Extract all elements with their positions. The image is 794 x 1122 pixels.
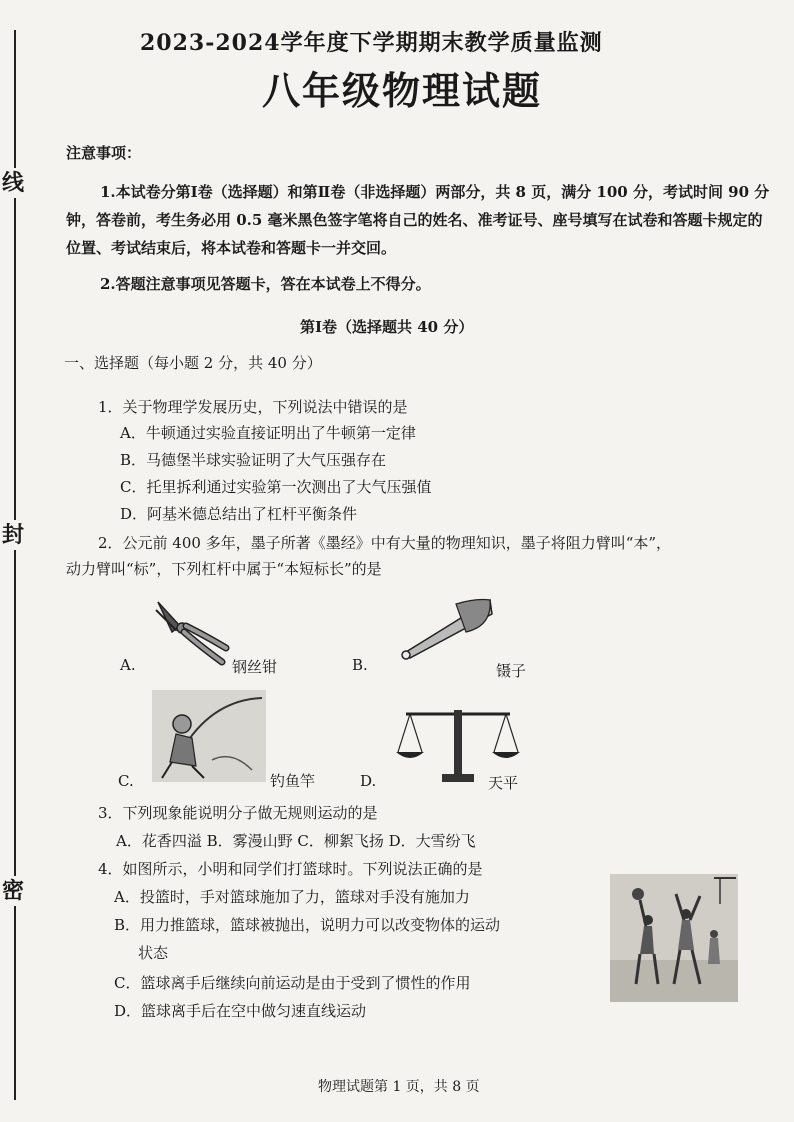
exam-header: 2023-2024学年度下学期期末教学质量监测 <box>140 30 603 56</box>
q4-option-b-line2: 状态 <box>138 944 169 962</box>
q1-stem: 1．关于物理学发展历史，下列说法中错误的是 <box>98 398 408 416</box>
section-title: 一、选择题（每小题 2 分，共 40 分） <box>64 354 322 372</box>
subject-title: 八年级物理试题 <box>262 68 543 113</box>
q2-option-a-letter: A. <box>120 656 136 674</box>
q1-option-d: D．阿基米德总结出了杠杆平衡条件 <box>120 505 358 523</box>
q2-option-c-label: 钓鱼竿 <box>270 772 316 790</box>
binding-label-middle: 封 <box>2 522 25 548</box>
notice-item-1: 1.本试卷分第Ⅰ卷（选择题）和第Ⅱ卷（非选择题）两部分，共 8 页，满分 100 分，考试时间 90 分钟，答卷前，考生务必用 0.5 毫米黑色签字笔将自己的姓名、准考证号、座号填写在试卷和答题卡规定的位置、考试结束后，将本试卷和答题卡一并交回。 <box>66 183 770 257</box>
pliers-image <box>150 596 230 668</box>
q2-option-c-letter: C. <box>118 772 134 790</box>
q2-option-a-label: 钢丝钳 <box>232 658 278 676</box>
page-footer: 物理试题第 1 页，共 8 页 <box>318 1079 480 1095</box>
tweezers-image <box>396 596 496 666</box>
q1-option-c: C．托里拆利通过实验第一次测出了大气压强值 <box>120 478 432 496</box>
q2-option-b-letter: B. <box>352 656 368 674</box>
notice-heading: 注意事项： <box>66 144 142 162</box>
q4-option-d: D．篮球离手后在空中做匀速直线运动 <box>114 1002 367 1020</box>
basketball-photo <box>610 874 738 1002</box>
fishing-rod-image <box>152 690 266 782</box>
volume-title: 第Ⅰ卷（选择题共 40 分） <box>300 318 474 336</box>
q4-option-a: A．投篮时，手对篮球施加了力，篮球对手没有施加力 <box>114 888 470 906</box>
q2-option-b-label: 镊子 <box>496 662 527 680</box>
q1-option-a: A．牛顿通过实验直接证明出了牛顿第一定律 <box>120 424 416 442</box>
q2-option-d-label: 天平 <box>488 774 519 792</box>
notice-item-2: 2.答题注意事项见答题卡，答在本试卷上不得分。 <box>100 275 431 293</box>
q2-stem-line2: 动力臂叫“标”，下列杠杆中属于“本短标长”的是 <box>66 560 382 578</box>
q3-stem: 3．下列现象能说明分子做无规则运动的是 <box>98 804 378 822</box>
q3-options: A．花香四溢 B．雾漫山野 C．柳絮飞扬 D．大雪纷飞 <box>116 832 476 850</box>
binding-label-top: 线 <box>2 170 25 196</box>
q1-option-b: B．马德堡半球实验证明了大气压强存在 <box>120 451 387 469</box>
q2-stem-line1: 2．公元前 400 多年，墨子所著《墨经》中有大量的物理知识，墨子将阻力臂叫“本”， <box>98 534 672 552</box>
q4-option-b-line1: B．用力推篮球，篮球被抛出，说明力可以改变物体的运动 <box>114 916 501 934</box>
q4-option-c: C．篮球离手后继续向前运动是由于受到了惯性的作用 <box>114 974 471 992</box>
q4-stem: 4．如图所示，小明和同学们打篮球时。下列说法正确的是 <box>98 860 483 878</box>
q2-option-d-letter: D. <box>360 772 377 790</box>
binding-label-bottom: 密 <box>2 878 25 904</box>
